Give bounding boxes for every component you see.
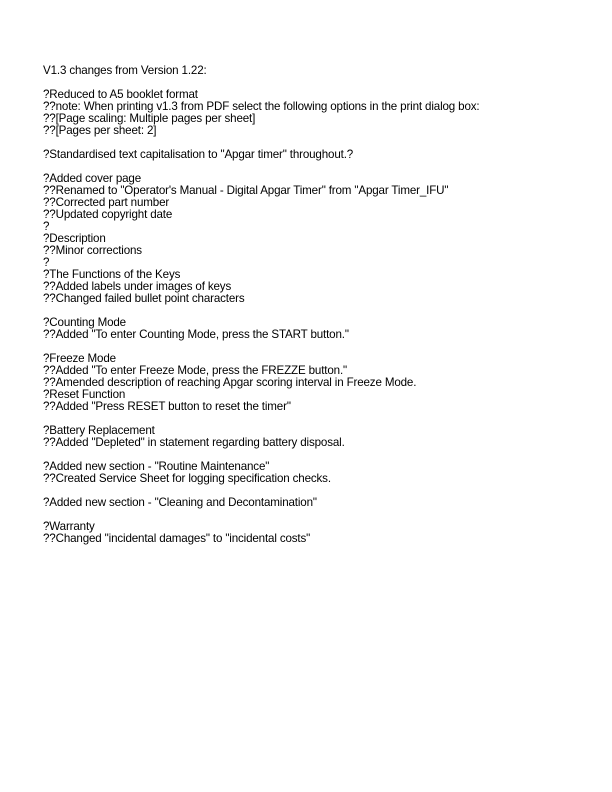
blank-line bbox=[43, 305, 603, 317]
changelog-subentry: ??Minor corrections bbox=[43, 244, 142, 257]
changelog-subentry: ??[Pages per sheet: 2] bbox=[43, 124, 157, 137]
changelog-entry: ?Added new section - "Cleaning and Decontamination" bbox=[43, 496, 317, 509]
changelog-entry: ?Standardised text capitalisation to "Apgar timer" throughout.? bbox=[43, 148, 354, 161]
changelog-entry: ?Freeze Mode bbox=[43, 352, 116, 365]
changelog-entry: ?Description bbox=[43, 232, 106, 245]
changelog-entry: ?Added cover page bbox=[43, 172, 142, 185]
changelog-entry: ?The Functions of the Keys bbox=[43, 268, 181, 281]
changelog-subentry: ??Created Service Sheet for logging specification checks. bbox=[43, 472, 331, 485]
changelog-subentry: ??Added "Depleted" in statement regarding battery disposal. bbox=[43, 436, 345, 449]
changelog-entry: ?Added new section - "Routine Maintenance" bbox=[43, 460, 270, 473]
changelog-entry: ?Reset Function bbox=[43, 388, 126, 401]
changelog-heading: V1.3 changes from Version 1.22: bbox=[43, 64, 207, 77]
blank-line bbox=[43, 509, 603, 521]
changelog-subentry: ??Corrected part number bbox=[43, 196, 170, 209]
changelog-text bbox=[43, 65, 603, 545]
changelog-subentry: ??[Page scaling: Multiple pages per sheet] bbox=[43, 112, 256, 125]
changelog-entry: ?Counting Mode bbox=[43, 316, 126, 329]
changelog-subentry: ??Added "Press RESET button to reset the timer" bbox=[43, 400, 291, 413]
changelog-subentry: ??Added labels under images of keys bbox=[43, 280, 232, 293]
changelog-subentry: ??Added "To enter Counting Mode, press the START button." bbox=[43, 328, 349, 341]
changelog-subentry: ??Changed failed bullet point characters bbox=[43, 292, 245, 305]
blank-line bbox=[43, 341, 603, 353]
changelog-entry: ? bbox=[43, 220, 50, 233]
changelog-entry: ? bbox=[43, 256, 50, 269]
changelog-entry: ?Warranty bbox=[43, 520, 95, 533]
changelog-subentry: ??Changed "incidental damages" to "incidental costs" bbox=[43, 532, 311, 545]
changelog-subentry: ??Added "To enter Freeze Mode, press the FREZZE button." bbox=[43, 364, 348, 377]
changelog-subentry: ??Amended description of reaching Apgar scoring interval in Freeze Mode. bbox=[43, 376, 417, 389]
changelog-entry: ?Reduced to A5 booklet format bbox=[43, 88, 198, 101]
changelog-subentry: ??Renamed to "Operator's Manual - Digital Apgar Timer" from "Apgar Timer_IFU" bbox=[43, 184, 449, 197]
changelog-entry: ?Battery Replacement bbox=[43, 424, 155, 437]
changelog-subentry: ??Updated copyright date bbox=[43, 208, 173, 221]
changelog-subentry: ??note: When printing v1.3 from PDF select the following options in the print dialog box: bbox=[43, 100, 480, 113]
